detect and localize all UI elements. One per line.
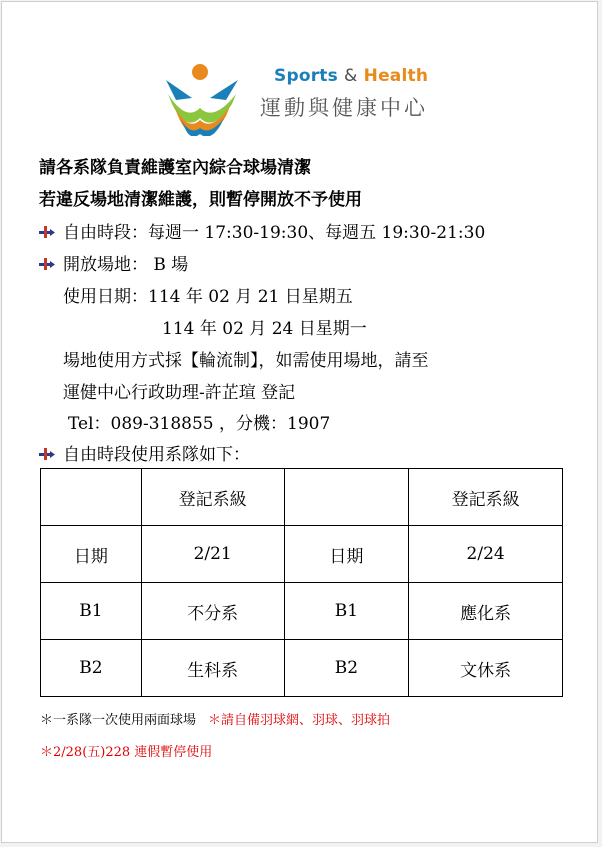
table-cell: 生科系	[141, 640, 284, 697]
table-cell	[284, 469, 409, 526]
logo-ampersand: &	[344, 66, 358, 86]
table-row	[41, 583, 563, 640]
note-bring-equipment: ＊請自備羽球網、羽球、羽球拍	[208, 713, 391, 728]
note-line-1	[40, 709, 390, 728]
teams-heading-row	[39, 444, 250, 466]
pin-bullet-icon	[39, 447, 55, 461]
logo-english-text	[274, 66, 428, 86]
schedule-table	[40, 468, 563, 697]
table-cell: 日期	[284, 526, 409, 583]
logo-health: Health	[363, 66, 429, 86]
note-two-courts: ＊一系隊一次使用兩面球場	[40, 713, 197, 728]
notice-line-2: 若違反場地清潔維護，則暫停開放不予使用	[39, 190, 362, 210]
usage-line-1: 場地使用方式採【輪流制】，如需使用場地，請至	[63, 351, 429, 371]
logo-chinese-text: 運動與健康中心	[260, 96, 428, 120]
pin-bullet-icon	[39, 257, 55, 271]
table-cell: 登記系級	[409, 469, 563, 526]
free-time-row	[39, 222, 485, 244]
sports-health-logo-icon	[162, 60, 242, 136]
usage-line-2: 運健中心行政助理-許芷瑄 登記	[63, 383, 296, 403]
table-cell: B1	[41, 583, 142, 640]
table-cell: 日期	[41, 526, 142, 583]
table-cell: 文休系	[409, 640, 563, 697]
table-header-row	[41, 469, 563, 526]
table-cell: 登記系級	[141, 469, 284, 526]
teams-heading-text: 自由時段使用系隊如下：	[63, 445, 250, 465]
free-time-text: 自由時段：每週一 17:30-19:30、每週五 19:30-21:30	[63, 223, 486, 243]
usage-tel-line: Tel：089-318855 ，分機：1907	[68, 414, 331, 434]
table-row	[41, 640, 563, 697]
dates-line-1: 使用日期：114 年 02 月 21 日星期五	[63, 287, 353, 307]
table-cell	[41, 469, 142, 526]
table-cell: B1	[284, 583, 409, 640]
document-page	[1, 1, 598, 843]
venue-text: 開放場地： B 場	[63, 255, 189, 275]
pin-bullet-icon	[39, 225, 55, 239]
center-logo	[162, 60, 452, 140]
notice-line-1: 請各系隊負責維護室內綜合球場清潔	[39, 158, 311, 178]
table-cell: 不分系	[141, 583, 284, 640]
note-holiday-closure: ＊2/28(五)228 連假暫停使用	[40, 745, 213, 760]
table-row	[41, 526, 563, 583]
table-cell: 2/21	[141, 526, 284, 583]
venue-row	[39, 254, 188, 276]
logo-sports: Sports	[274, 66, 338, 86]
table-cell: 2/24	[409, 526, 563, 583]
table-cell: B2	[284, 640, 409, 697]
table-cell: B2	[41, 640, 142, 697]
table-cell: 應化系	[409, 583, 563, 640]
dates-line-2: 114 年 02 月 24 日星期一	[162, 319, 367, 339]
